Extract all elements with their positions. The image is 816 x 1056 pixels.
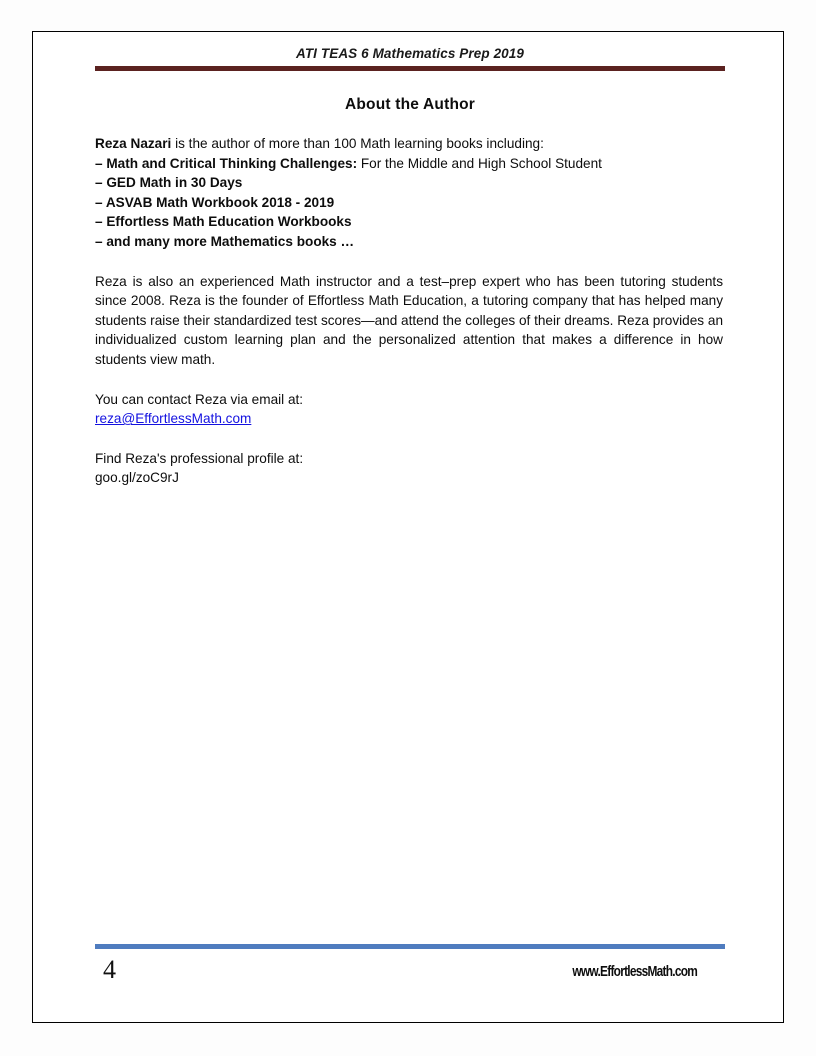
- book-title: – Effortless Math Education Workbooks: [95, 214, 352, 230]
- list-item: [95, 154, 725, 174]
- book-title: – and many more Mathematics books …: [95, 233, 355, 249]
- author-bio-paragraph: Reza is also an experienced Math instructor and a test–prep expert who has been tutoring students since 2008. Reza is the founder of Effortless Math Education, a tutoring company that has helped many students raise their standardized test scores—and attend the colleges of their dreams. Reza provides an individualized custom learning plan and the personalized attention that makes a difference in how students view math.: [95, 273, 723, 367]
- page-content: [95, 96, 725, 488]
- list-item: [95, 232, 725, 252]
- list-item: [95, 212, 725, 232]
- footer-website: www.EffortlessMath.com: [572, 964, 697, 980]
- running-header: [95, 46, 725, 71]
- book-title: – Math and Critical Thinking Challenges:: [95, 155, 358, 171]
- header-title: ATI TEAS 6 Mathematics Prep 2019: [295, 46, 525, 61]
- list-item: [95, 173, 725, 193]
- author-intro-line: [95, 134, 725, 154]
- contact-label: You can contact Reza via email at:: [95, 391, 304, 407]
- book-subtitle: For the Middle and High School Student: [357, 155, 602, 171]
- footer-rule: [95, 944, 725, 949]
- contact-block: [95, 390, 725, 429]
- author-intro-rest: is the author of more than 100 Math learning books including:: [171, 136, 544, 151]
- book-title: – GED Math in 30 Days: [95, 175, 243, 191]
- page-number: 4: [103, 955, 116, 984]
- book-list: [95, 154, 725, 252]
- header-rule: [95, 66, 725, 71]
- profile-label: Find Reza's professional profile at:: [95, 450, 304, 466]
- footer-row: [95, 955, 725, 995]
- list-item: [95, 193, 725, 213]
- profile-url: goo.gl/zoC9rJ: [95, 470, 179, 486]
- section-heading: About the Author: [344, 96, 476, 113]
- running-footer: [95, 944, 725, 995]
- email-link[interactable]: reza@EffortlessMath.com: [95, 411, 252, 427]
- profile-block: [95, 449, 725, 488]
- book-title: – ASVAB Math Workbook 2018 - 2019: [95, 194, 335, 210]
- author-name: Reza Nazari: [95, 136, 172, 151]
